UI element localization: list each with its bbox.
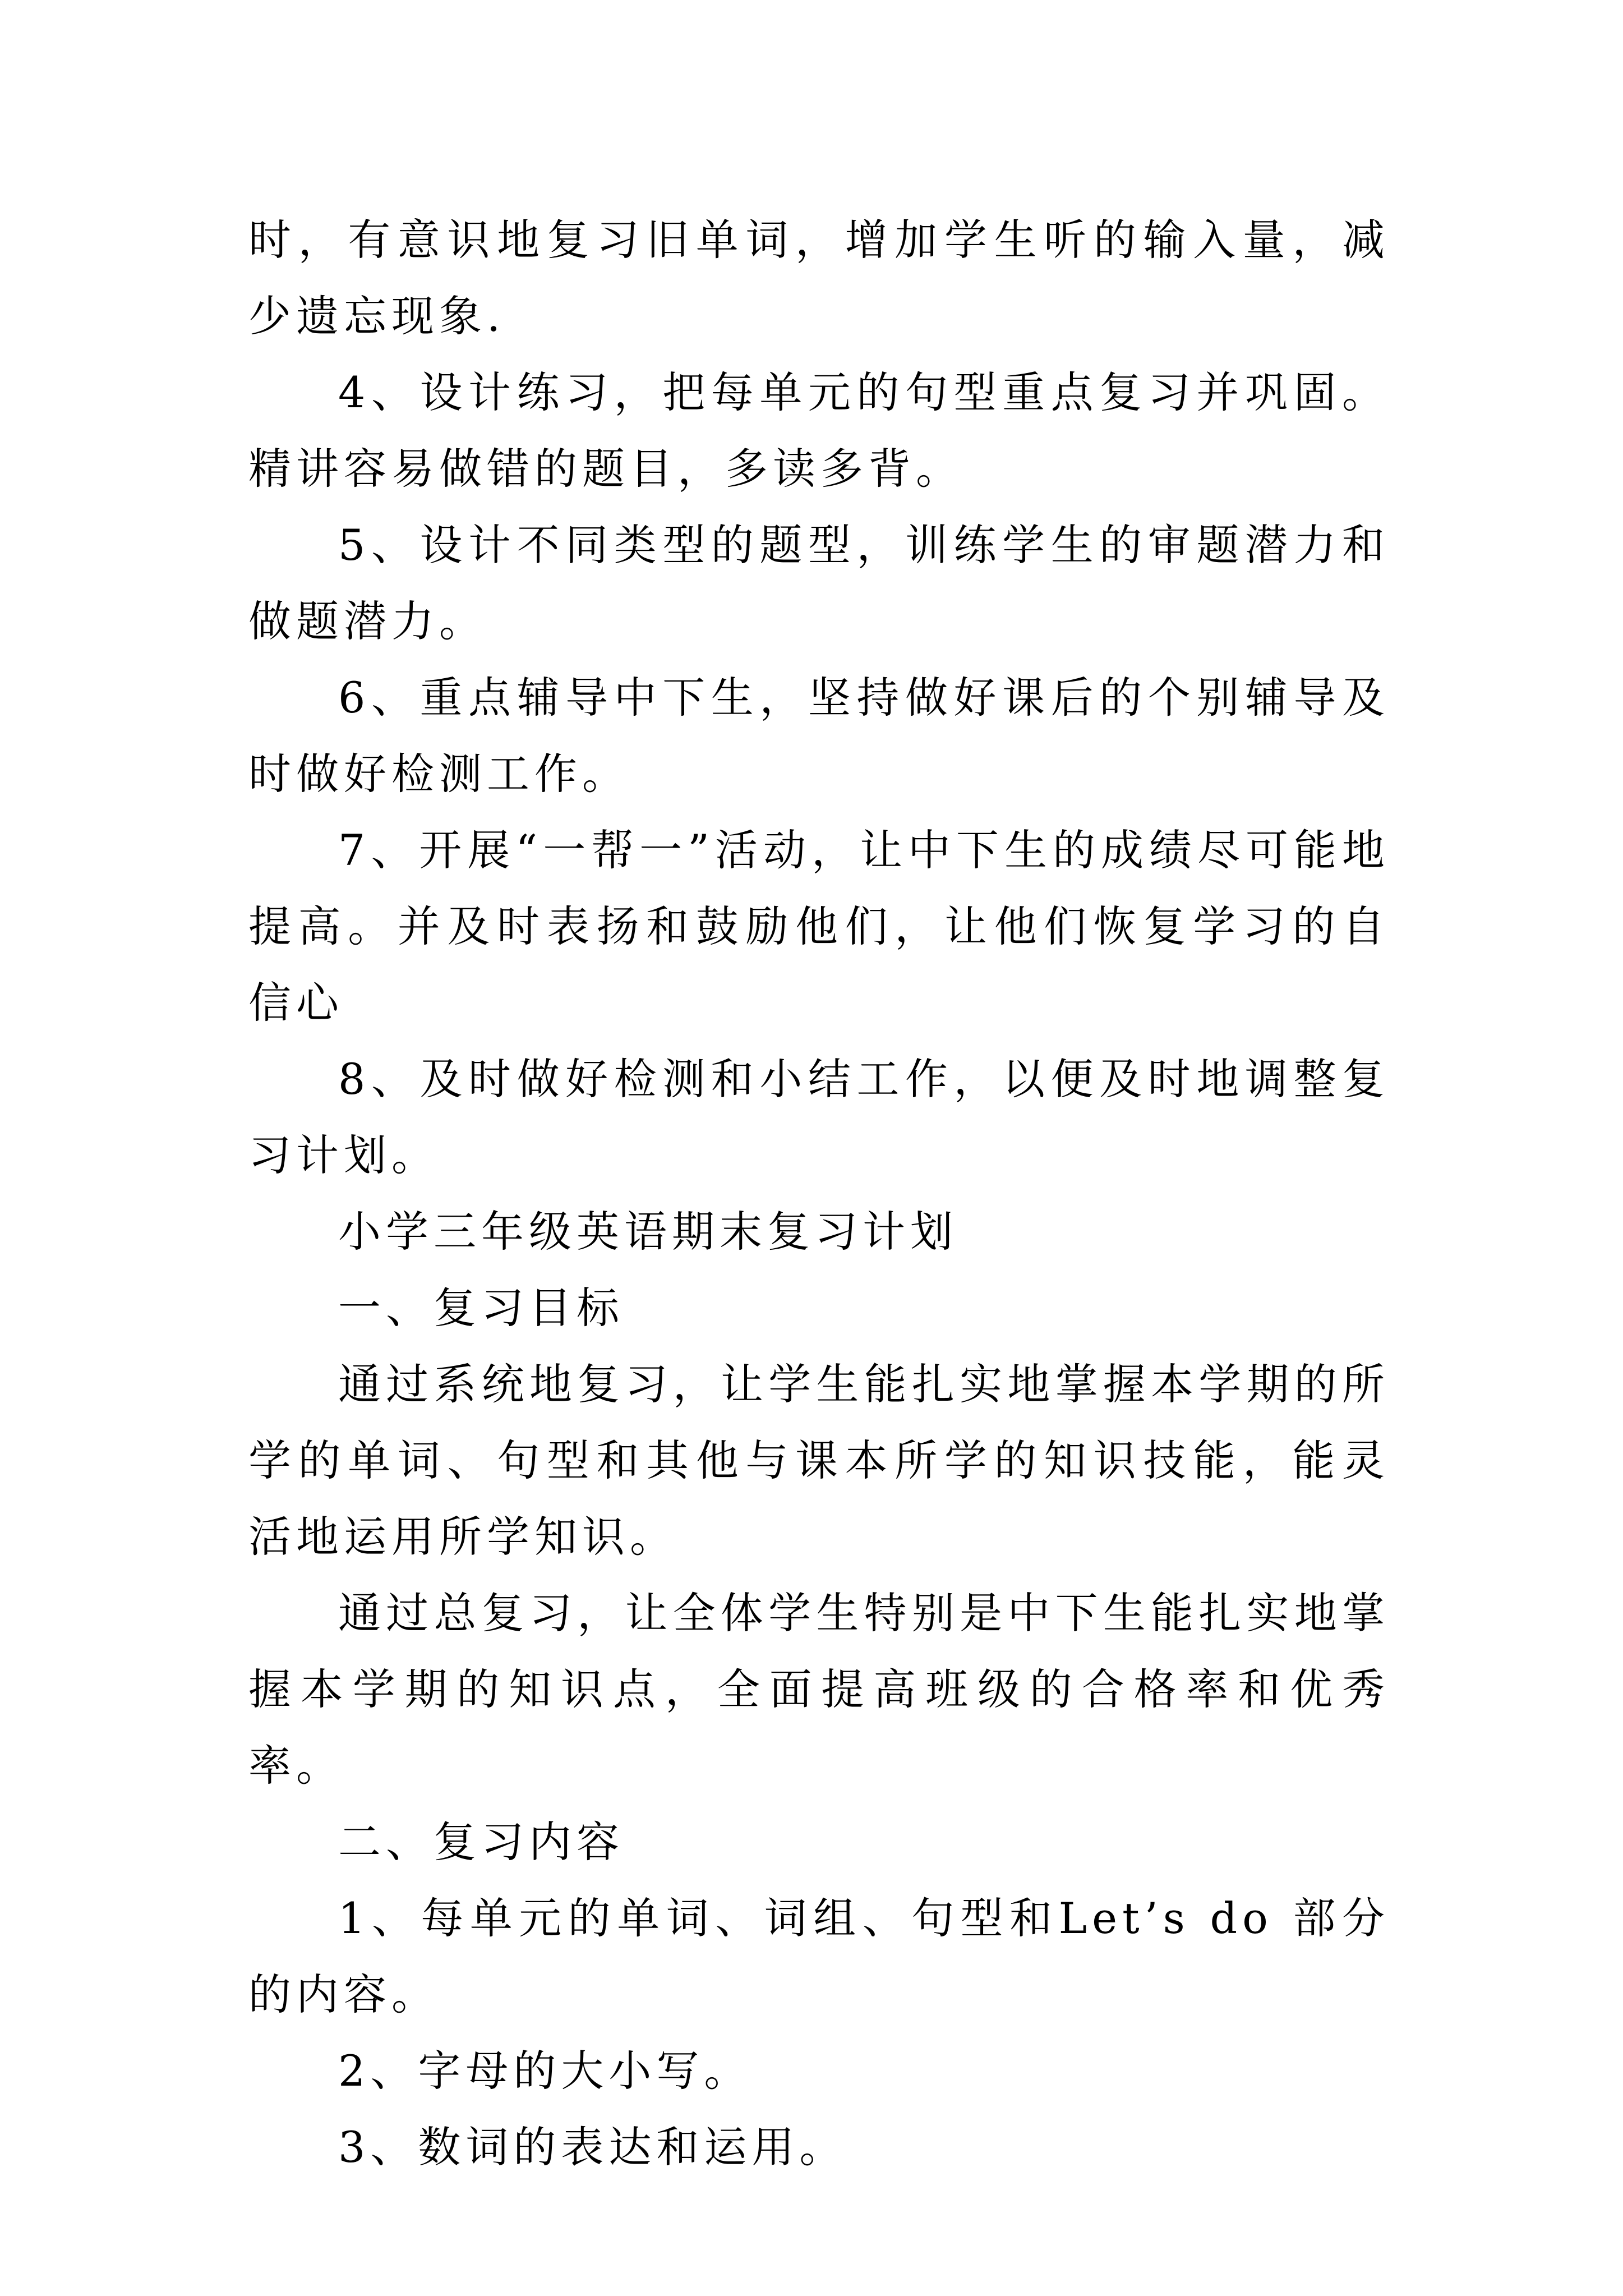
heading-review-content: 二、复习内容 <box>338 1817 624 1867</box>
paragraph-item-4: 4、设计练习，把每单元的句型重点复习并巩固。精讲容易做错的题目，多读多背。 <box>248 367 1390 494</box>
paragraph-item-8: 8、及时做好检测和小结工作，以便及时地调整复习计划。 <box>248 1054 1390 1180</box>
paragraph-item-7: 7、开展“一帮一”活动，让中下生的成绩尽可能地提高。并及时表扬和鼓励他们，让他们恢复学习的自信心 <box>248 825 1390 1028</box>
paragraph-content-2: 2、字母的大小写。 <box>338 2046 752 2096</box>
section-title: 小学三年级英语期末复习计划 <box>338 1207 958 1257</box>
paragraph-item-5: 5、设计不同类型的题型，训练学生的审题潜力和做题潜力。 <box>248 520 1390 646</box>
heading-review-goals: 一、复习目标 <box>338 1283 624 1333</box>
paragraph-content-3: 3、数词的表达和运用。 <box>338 2122 847 2172</box>
paragraph-goal-2: 通过总复习，让全体学生特别是中下生能扎实地掌握本学期的知识点，全面提高班级的合格率和优秀率。 <box>248 1588 1390 1791</box>
paragraph-item-6: 6、重点辅导中下生，坚持做好课后的个别辅导及时做好检测工作。 <box>248 673 1390 799</box>
paragraph-goal-1: 通过系统地复习，让学生能扎实地掌握本学期的所学的单词、句型和其他与课本所学的知识技能，能灵活地运用所学知识。 <box>248 1359 1390 1562</box>
paragraph-continuation: 时，有意识地复习旧单词，增加学生听的输入量，减少遗忘现象. <box>248 215 1390 341</box>
paragraph-content-1: 1、每单元的单词、词组、句型和Let’s do 部分的内容。 <box>248 1893 1390 2019</box>
document-body <box>248 202 1390 2185</box>
